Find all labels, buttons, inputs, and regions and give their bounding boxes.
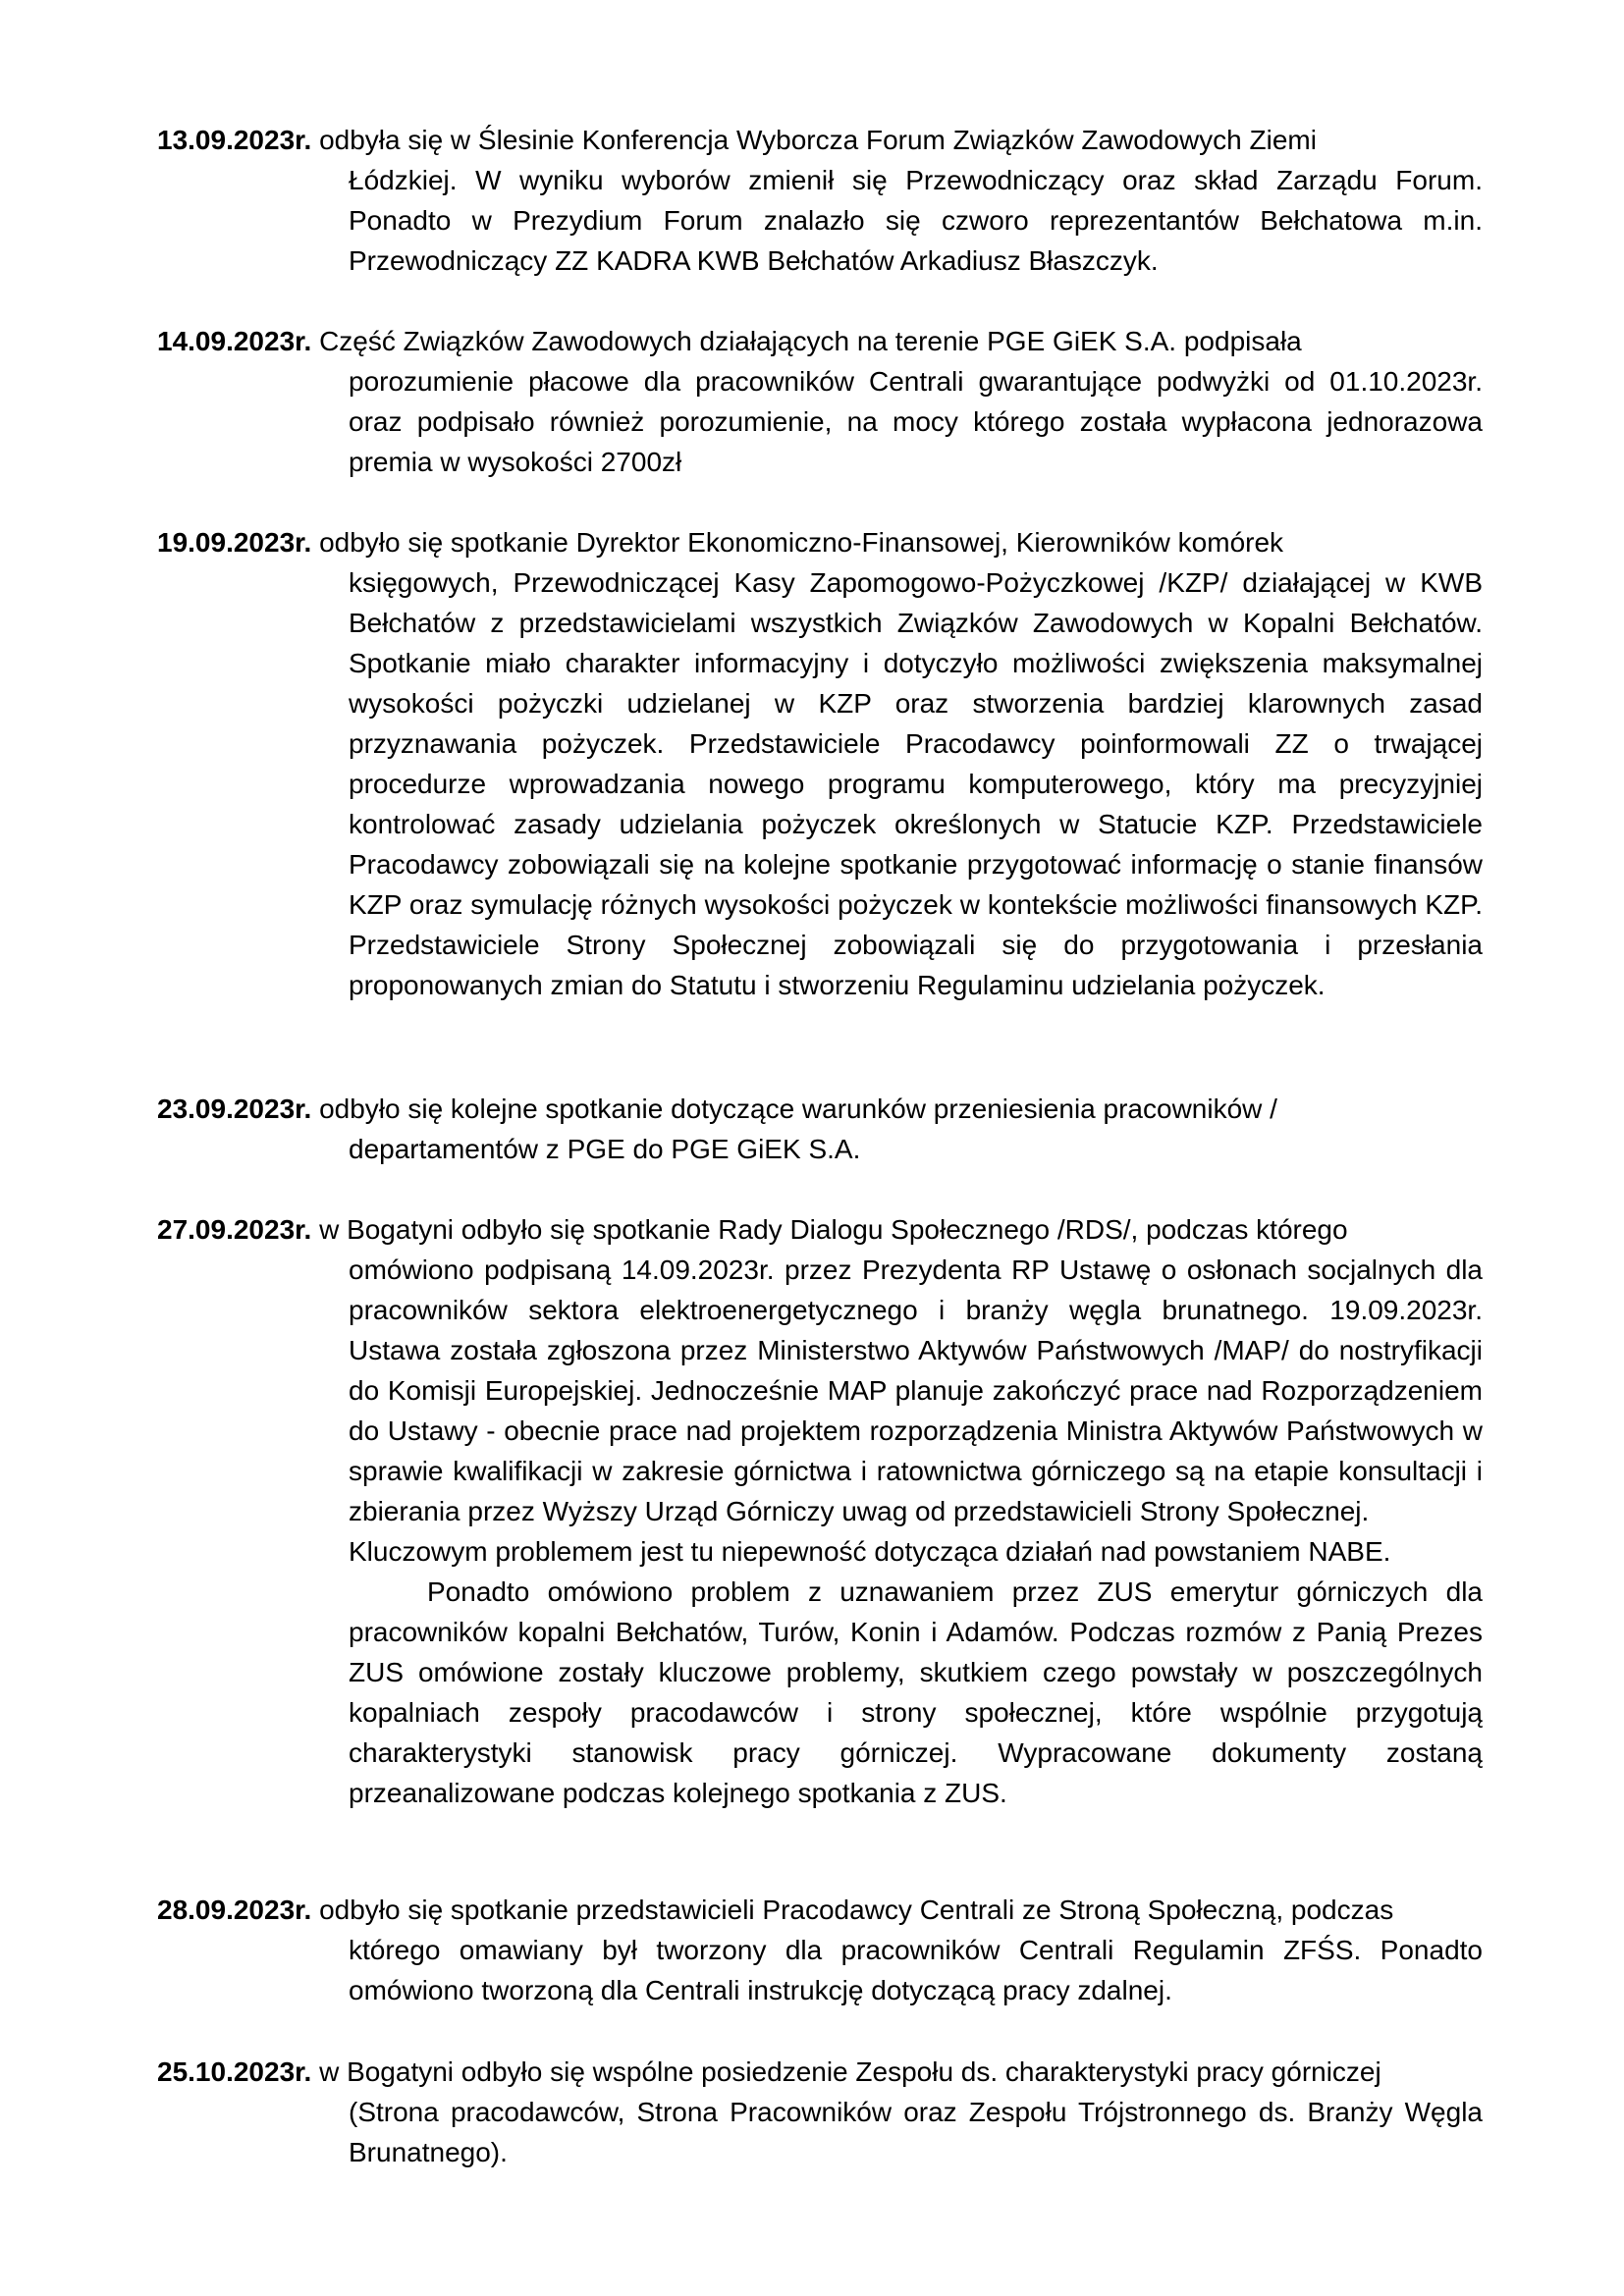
entry-text xyxy=(157,1890,1483,2010)
entry-lead: odbyło się kolejne spotkanie dotyczące warunków przeniesienia pracowników / xyxy=(319,1094,1277,1124)
entry-text xyxy=(157,1089,1483,1169)
entry-text xyxy=(157,2052,1483,2172)
entry-continuation: departamentów z PGE do PGE GiEK S.A. xyxy=(349,1134,861,1164)
entry-continuation: księgowych, Przewodniczącej Kasy Zapomogowo-Pożyczkowej /KZP/ działającej w KWB Bełchatów z przedstawicielami wszystkich Związków Zawodowych w Kopalni Bełchatów. Spotkanie miało charakter informacyjny i dotyczyło możliwości zwiększenia maksymalnej wysokości pożyczki udzielanej w KZP oraz stworzenia bardziej klarownych zasad przyznawania pożyczek. Przedstawiciele Pracodawcy poinformowali ZZ o trwającej procedurze wprowadzania nowego programu komputerowego, który ma precyzyjniej kontrolować zasady udzielania pożyczek określonych w Statucie KZP. Przedstawiciele Pracodawcy zobowiązali się na kolejne spotkanie przygotować informację o stanie finansów KZP oraz symulację różnych wysokości pożyczek w kontekście możliwości finansowych KZP. Przedstawiciele Strony Społecznej zobowiązali się do przygotowania i przesłania proponowanych zmian do Statutu i stworzeniu Regulaminu udzielania pożyczek. xyxy=(349,567,1483,1000)
entry-first-line xyxy=(157,1890,1483,1930)
entry-date: 14.09.2023r. xyxy=(157,326,312,356)
entry-first-line xyxy=(157,321,1483,361)
entry-text xyxy=(157,522,1483,1005)
entry-first-line xyxy=(157,1209,1483,1250)
entry-date: 28.09.2023r. xyxy=(157,1895,312,1925)
entry-continuation: którego omawiany był tworzony dla pracowników Centrali Regulamin ZFŚS. Ponadto omówiono tworzoną dla Centrali instrukcję dotyczącą pracy zdalnej. xyxy=(349,1935,1483,2005)
entry-date: 23.09.2023r. xyxy=(157,1094,312,1124)
entry-continuation: omówiono podpisaną 14.09.2023r. przez Prezydenta RP Ustawę o osłonach socjalnych dla pracowników sektora elektroenergetycznego i branży węgla brunatnego. 19.09.2023r. Ustawa została zgłoszona przez Ministerstwo Aktywów Państwowych /MAP/ do nostryfikacji do Komisji Europejskiej. Jednocześnie MAP planuje zakończyć prace nad Rozporządzeniem do Ustawy - obecnie prace nad projektem rozporządzenia Ministra Aktywów Państwowych w sprawie kwalifikacji w zakresie górnictwa i ratownictwa górniczego są na etapie konsultacji i zbierania przez Wyższy Urząd Górniczy uwag od przedstawicieli Strony Społecznej. xyxy=(349,1255,1483,1526)
entry-lead: w Bogatyni odbyło się wspólne posiedzenie Zespołu ds. charakterystyki pracy górniczej xyxy=(319,2056,1381,2087)
entry-date: 27.09.2023r. xyxy=(157,1214,312,1245)
entry-lead: Część Związków Zawodowych działających na terenie PGE GiEK S.A. podpisała xyxy=(319,326,1302,356)
entry-first-line xyxy=(157,522,1483,562)
entry-continuation: Łódzkiej. W wyniku wyborów zmienił się Przewodniczący oraz skład Zarządu Forum. Ponadto w Prezydium Forum znalazło się czworo reprezentantów Bełchatowa m.in. Przewodniczący ZZ KADRA KWB Bełchatów Arkadiusz Błaszczyk. xyxy=(349,165,1483,276)
entry-continuation: porozumienie płacowe dla pracowników Centrali gwarantujące podwyżki od 01.10.2023r. oraz podpisało również porozumienie, na mocy którego została wypłacona jednorazowa premia w wysokości 2700zł xyxy=(349,366,1483,477)
entry-paragraph-3: Ponadto omówiono problem z uznawaniem przez ZUS emerytur górniczych dla pracowników kopalni Bełchatów, Turów, Konin i Adamów. Podczas rozmów z Panią Prezes ZUS omówione zostały kluczowe problemy, skutkiem czego powstały w poszczególnych kopalniach zespoły pracodawców i strony społecznej, które wspólnie przygotują charakterystyki stanowisk pracy górniczej. Wypracowane dokumenty zostaną przeanalizowane podczas kolejnego spotkania z ZUS. xyxy=(349,1576,1483,1808)
entry-date: 19.09.2023r. xyxy=(157,527,312,558)
entry-text xyxy=(157,120,1483,281)
entry-lead: odbyło się spotkanie przedstawicieli Pracodawcy Centrali ze Stroną Społeczną, podczas xyxy=(319,1895,1394,1925)
entry-continuation: (Strona pracodawców, Strona Pracowników oraz Zespołu Trójstronnego ds. Branży Węgla Brunatnego). xyxy=(349,2097,1483,2167)
entry-paragraph-2: Kluczowym problemem jest tu niepewność dotycząca działań nad powstaniem NABE. xyxy=(349,1536,1391,1567)
entry-lead: odbyła się w Ślesinie Konferencja Wyborcza Forum Związków Zawodowych Ziemi xyxy=(319,125,1317,155)
entry-first-line xyxy=(157,2052,1483,2092)
entry-lead: odbyło się spotkanie Dyrektor Ekonomiczno-Finansowej, Kierowników komórek xyxy=(319,527,1284,558)
entry-first-line xyxy=(157,1089,1483,1129)
entry-first-line xyxy=(157,120,1483,160)
entry-lead: w Bogatyni odbyło się spotkanie Rady Dialogu Społecznego /RDS/, podczas którego xyxy=(319,1214,1348,1245)
entry-date: 25.10.2023r. xyxy=(157,2056,312,2087)
entry-text xyxy=(157,1209,1483,1813)
entry-date: 13.09.2023r. xyxy=(157,125,312,155)
entry-text xyxy=(157,321,1483,482)
